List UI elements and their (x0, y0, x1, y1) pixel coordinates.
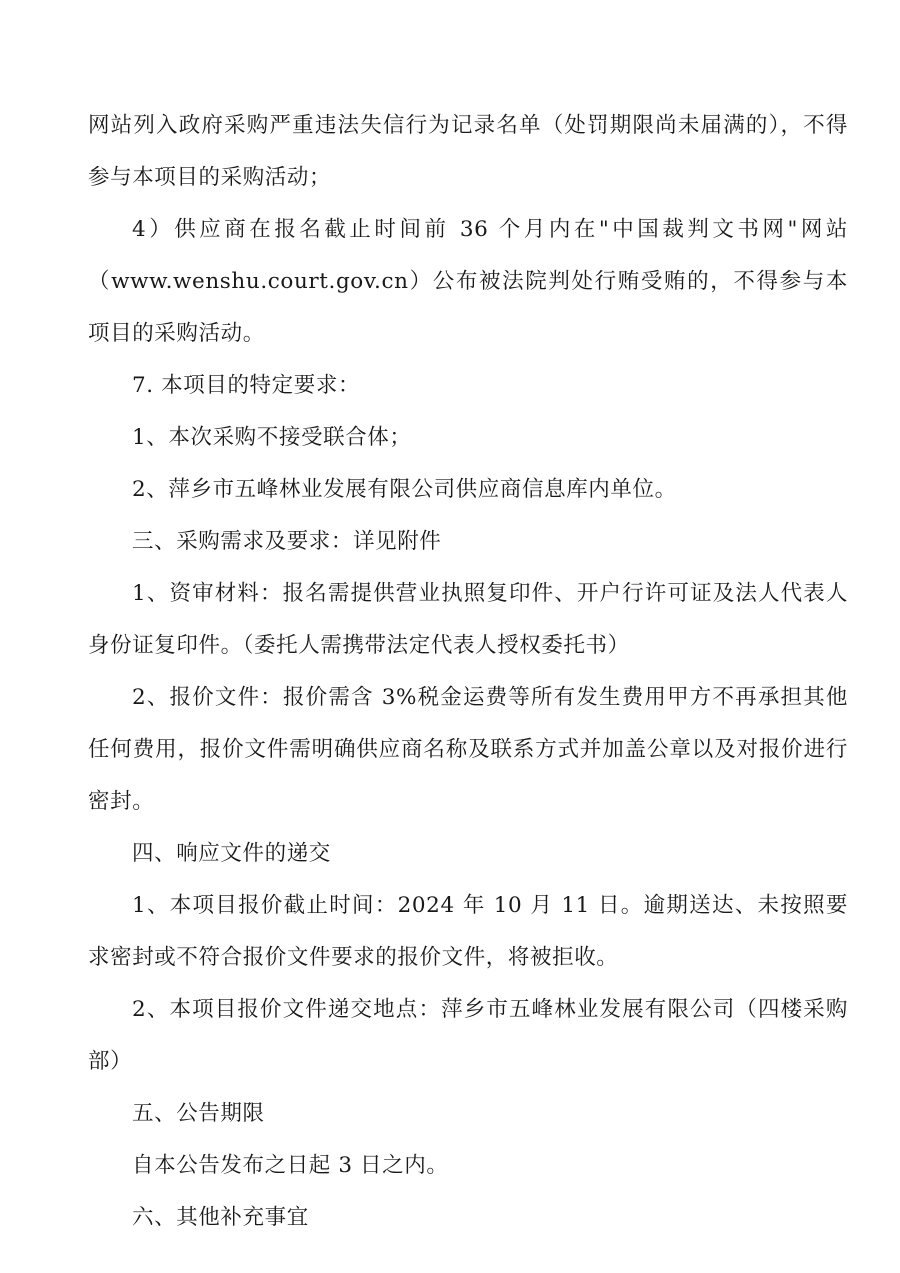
paragraph-qualification-materials: 1、资审材料：报名需提供营业执照复印件、开户行许可证及法人代表人身份证复印件。（委托人需携带法定代表人授权委托书） (88, 581, 848, 658)
document-text-body (88, 100, 848, 1244)
paragraph-section-3-heading: 三、采购需求及要求：详见附件 (132, 529, 442, 554)
paragraph-item-2-supplier-database: 2、萍乡市五峰林业发展有限公司供应商信息库内单位。 (132, 477, 677, 502)
paragraph-section-5-heading: 五、公告期限 (132, 1101, 265, 1126)
paragraph-item-1-no-consortium: 1、本次采购不接受联合体； (132, 425, 412, 450)
paragraph-clause-4: 4）供应商在报名截止时间前 36 个月内在"中国裁判文书网"网站（www.wenshu.court.gov.cn）公布被法院判处行贿受贿的，不得参与本项目的采购活动。 (88, 217, 848, 346)
paragraph-section-6-heading: 六、其他补充事宜 (132, 1205, 309, 1230)
paragraph-announcement-period: 自本公告发布之日起 3 日之内。 (132, 1153, 449, 1178)
paragraph-section-7-heading: 7. 本项目的特定要求： (132, 373, 361, 398)
paragraph-section-4-heading: 四、响应文件的递交 (132, 841, 331, 866)
paragraph-deadline: 1、本项目报价截止时间：2024 年 10 月 11 日。逾期送达、未按照要求密封或不符合报价文件要求的报价文件，将被拒收。 (88, 893, 848, 970)
paragraph-quotation-document: 2、报价文件：报价需含 3%税金运费等所有发生费用甲方不再承担其他任何费用，报价文件需明确供应商名称及联系方式并加盖公章以及对报价进行密封。 (88, 685, 848, 814)
paragraph-continuation: 网站列入政府采购严重违法失信行为记录名单（处罚期限尚未届满的），不得参与本项目的采购活动； (88, 113, 848, 190)
paragraph-submission-location: 2、本项目报价文件递交地点：萍乡市五峰林业发展有限公司（四楼采购部） (88, 997, 848, 1074)
